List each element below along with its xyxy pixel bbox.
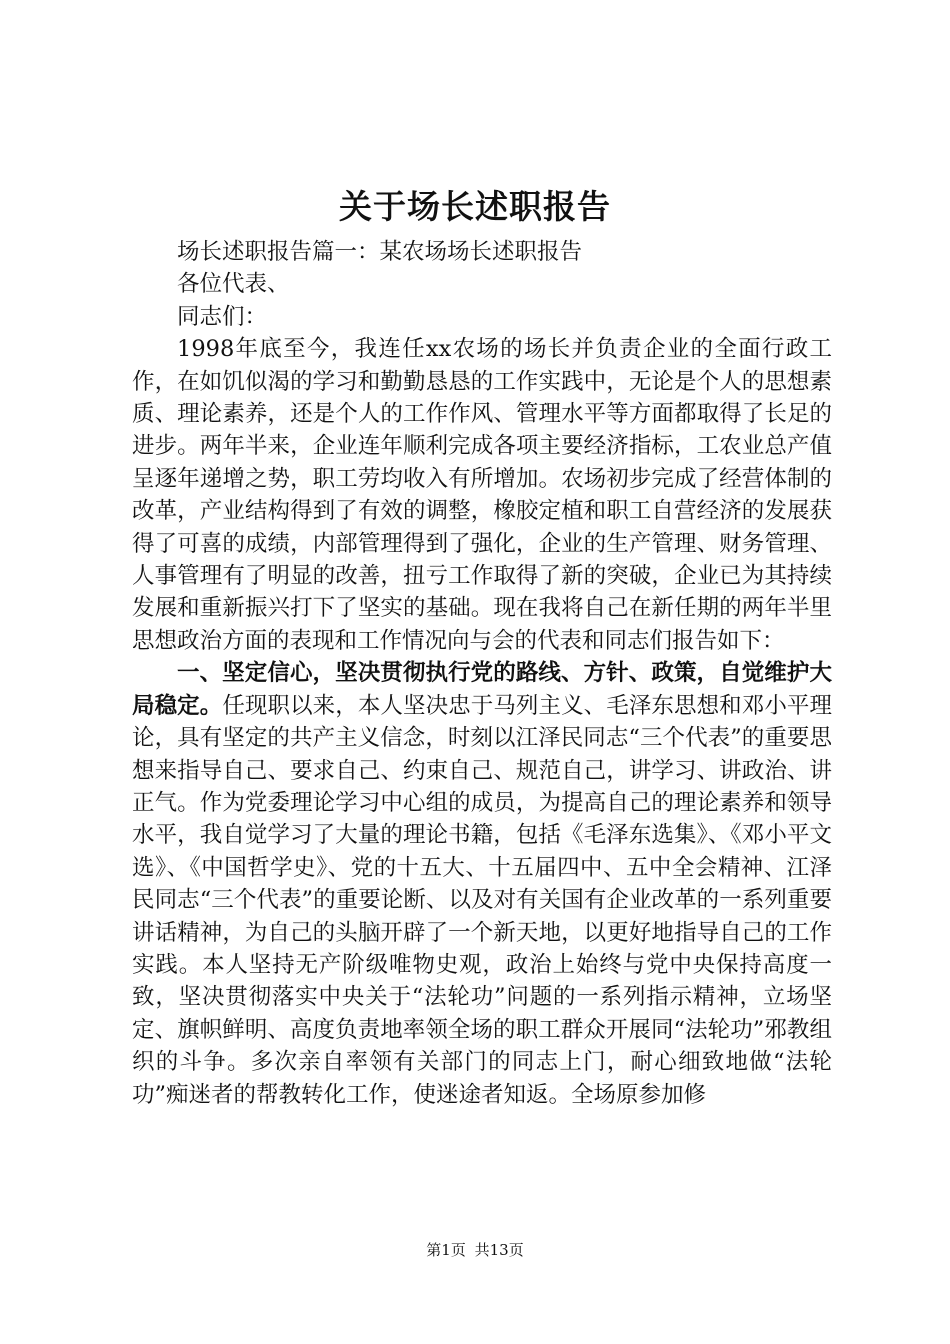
page-number-current: 第1页 bbox=[426, 1241, 466, 1259]
page-number-total: 共13页 bbox=[474, 1241, 524, 1259]
subtitle-line: 场长述职报告篇一：某农场场长述职报告 bbox=[177, 239, 583, 265]
greeting-line-2: 同志们： bbox=[177, 303, 268, 330]
paragraph-intro: 1998年底至今，我连任xx农场的场长并负责企业的全面行政工作，在如饥似渴的学习和勤勤恳恳的工作实践中，无论是个人的思想素质、理论素养，还是个人的工作作风、管理水平等方面都取得了长足的进步。两年半来，企业连年顺利完成各项主要经济指标，工农业总产值呈逐年递增之势，职工劳均收入有所增加。农场初步完成了经营体制的改革，产业结构得到了有效的调整，橡胶定植和职工自营经济的发展获得了可喜的成绩，内部管理得到了强化，企业的生产管理、财务管理、人事管理有了明显的改善，扭亏工作取得了新的突破，企业已为其持续发展和重新振兴打下了坚实的基础。现在我将自己在新任期的两年半里思想政治方面的表现和工作情况向与会的代表和同志们报告如下： bbox=[132, 336, 832, 654]
page-footer bbox=[0, 1240, 950, 1260]
document-title: 关于场长述职报告 bbox=[339, 187, 611, 226]
paragraph-section-1 bbox=[132, 657, 832, 1111]
section-1-body: 任现职以来，本人坚决忠于马列主义、毛泽东思想和邓小平理论，具有坚定的共产主义信念，时刻以江泽民同志“三个代表”的重要思想来指导自己、要求自己、约束自己、规范自己，讲学习、讲政治、讲正气。作为党委理论学习中心组的成员，为提高自己的理论素养和领导水平，我自觉学习了大量的理论书籍，包括《毛泽东选集》、《邓小平文选》、《中国哲学史》、党的十五大、十五届四中、五中全会精神、江泽民同志“三个代表”的重要论断、以及对有关国有企业改革的一系列重要讲话精神，为自己的头脑开辟了一个新天地，以更好地指导自己的工作实践。本人坚持无产阶级唯物史观，政治上始终与党中央保持高度一致，坚决贯彻落实中央关于“法轮功”问题的一系列指示精神，立场坚定、旗帜鲜明、高度负责地率领全场的职工群众开展同“法轮功”邪教组织的斗争。多次亲自率领有关部门的同志上门，耐心细致地做“法轮功”痴迷者的帮教转化工作，使迷途者知返。全场原参加修 bbox=[132, 692, 832, 1108]
greeting-line-1: 各位代表、 bbox=[177, 271, 290, 298]
section-1-heading: 一、坚定信心，坚决贯彻执行党的路线、方针、政策，自觉维护大局稳定。 bbox=[132, 660, 832, 719]
document-body bbox=[132, 236, 832, 1111]
